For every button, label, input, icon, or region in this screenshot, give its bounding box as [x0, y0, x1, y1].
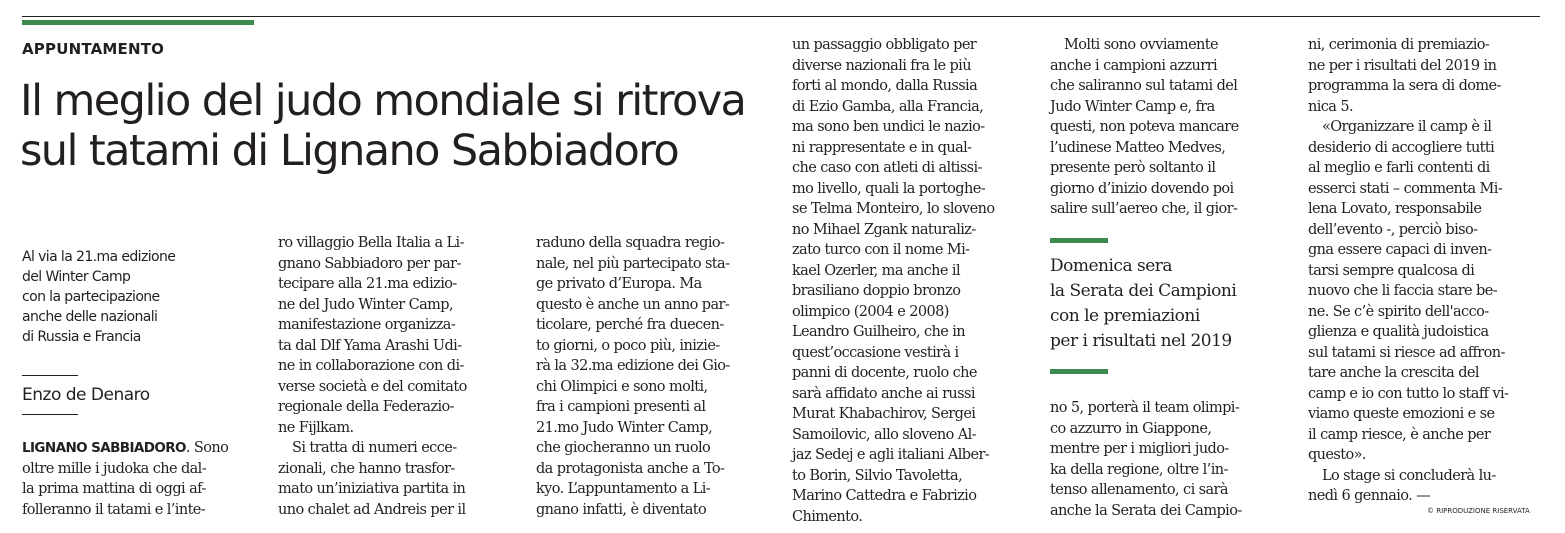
body-line: il camp riesce, è anche per [1308, 426, 1491, 443]
body-line: questo è anche un anno par- [536, 296, 730, 313]
body-line: chi Olimpici e sono molti, [536, 378, 708, 395]
body-line: esserci stati – commenta Mi- [1308, 180, 1503, 197]
body-column-6 [1308, 35, 1542, 507]
body-line: 21.mo Judo Winter Camp, [536, 419, 713, 436]
body-line: manifestazione organizza- [278, 317, 456, 333]
body-line: regionale della Federazio- [278, 399, 454, 415]
subhead-line: la Serata dei Campioni [1050, 281, 1237, 301]
body-line: sul tatami si riesce ad affron- [1308, 344, 1505, 361]
body-line: dell’evento -, perciò biso- [1308, 221, 1478, 238]
body-line: da protagonista anche a To- [536, 460, 725, 477]
body-line: giorno d’inizio dovendo poi [1050, 180, 1234, 197]
body-line: verse società e del comitato [278, 378, 467, 395]
body-line: ni, cerimonia di premiazio- [1308, 37, 1490, 53]
body-line: che saliranno sul tatami del [1050, 78, 1238, 94]
body-line: gna essere capaci di inven- [1308, 242, 1492, 258]
body-line: to Borin, Silvio Tavoletta, [792, 467, 963, 484]
body-line: olimpico (2004 e 2008) [792, 303, 949, 320]
body-line: Marino Cattedra e Fabrizio [792, 488, 977, 504]
body-line: salire sull’aereo che, il gior- [1050, 201, 1238, 217]
headline-line: sul tatami di Lignano Sabbiadoro [20, 126, 679, 176]
body-line: ma sono ben undici le nazio- [792, 119, 985, 135]
body-line: tecipare alla 21.ma edizio- [278, 276, 457, 292]
body-line: kael Ozerler, ma anche il [792, 262, 960, 279]
body-line: nuovo che li faccia stare be- [1308, 283, 1498, 299]
summary-line: di Russia e Francia [22, 329, 141, 345]
body-line: Molti sono ovviamente [1064, 37, 1219, 53]
body-line: presente però soltanto il [1050, 160, 1216, 176]
body-line: lena Lovato, responsabile [1308, 201, 1482, 217]
body-line: brasiliano doppio bronzo [792, 283, 961, 299]
body-line: glienza e qualità judoistica [1308, 324, 1489, 340]
summary-line: Al via la 21.ma edizione [22, 249, 176, 265]
body-line: mentre per i migliori judo- [1050, 441, 1229, 457]
body-line: Murat Khabachirov, Sergei [792, 406, 976, 422]
top-rule [22, 16, 1540, 17]
body-line: la prima mattina di oggi af- [22, 481, 206, 497]
body-line: gnano infatti, è diventato [536, 501, 707, 518]
body-line: gnano Sabbiadoro per par- [278, 255, 461, 272]
subheadline [1050, 254, 1286, 354]
body-line: forti al mondo, dalla Russia [792, 78, 978, 94]
body-line: questo». [1308, 447, 1366, 463]
summary-line: anche delle nazionali [22, 309, 158, 325]
body-line: . Sono [185, 440, 229, 456]
body-line: ne del Judo Winter Camp, [278, 296, 453, 313]
body-line: uno chalet ad Andreis per il [278, 501, 466, 518]
body-line: ne in collaborazione con di- [278, 358, 464, 374]
body-line: ro villaggio Bella Italia a Li- [278, 235, 464, 251]
body-line: nica 5. [1308, 98, 1353, 115]
body-column-1 [22, 438, 256, 520]
body-line: desiderio di accogliere tutti [1308, 139, 1495, 156]
body-line: nale, nel più partecipato sta- [536, 255, 730, 272]
subhead-line: con le premiazioni [1050, 306, 1200, 326]
body-line: oltre mille i judoka che dal- [22, 460, 207, 477]
body-line: camp e io con tutto lo staff vi- [1308, 385, 1509, 402]
body-line: se Telma Monteiro, lo sloveno [792, 201, 995, 217]
body-column-5-continued [1050, 398, 1284, 521]
body-line: co azzurro in Giappone, [1050, 420, 1212, 437]
body-line: zionali, che hanno trasfor- [278, 460, 455, 477]
summary-line: con la partecipazione [22, 289, 160, 305]
body-line: fra i campioni presenti al [536, 399, 706, 415]
body-line: di Ezio Gamba, alla Francia, [792, 98, 984, 115]
author-divider-bottom [22, 414, 78, 415]
body-line: Lo stage si concluderà lu- [1322, 467, 1496, 484]
section-kicker: APPUNTAMENTO [22, 40, 165, 58]
headline-line: Il meglio del judo mondiale si ritrova [20, 76, 746, 126]
body-line: ne. Se c’è spirito dell'acco- [1308, 303, 1489, 320]
body-line: folleranno il tatami e l’inte- [22, 501, 206, 518]
body-line: diverse nazionali fra le più [792, 57, 971, 74]
body-line: l’udinese Matteo Medves, [1050, 139, 1226, 156]
body-line: ge privato d’Europa. Ma [536, 276, 702, 292]
body-line: no Mihael Zgank naturaliz- [792, 221, 976, 238]
body-line: jaz Sedej e agli italiani Alber- [792, 447, 990, 463]
subhead-accent-bar-bottom [1050, 369, 1108, 374]
body-line: to giorni, o poco più, inizie- [536, 337, 720, 354]
body-line: sarà affidato anche ai russi [792, 385, 975, 402]
body-line: rà la 32.ma edizione dei Gio- [536, 358, 730, 374]
body-line: tare anche la crescita del [1308, 365, 1479, 381]
body-column-4 [792, 35, 1026, 527]
body-line: Leandro Guilheiro, che in [792, 324, 966, 340]
body-column-5 [1050, 35, 1284, 220]
dateline: LIGNANO SABBIADORO [22, 440, 186, 456]
body-line: ka della regione, oltre l’in- [1050, 461, 1228, 478]
body-line: nedì 6 gennaio. — [1308, 488, 1431, 504]
section-accent-bar [22, 20, 254, 25]
body-line: programma la sera di dome- [1308, 78, 1501, 94]
body-line: «Organizzare il camp è il [1322, 119, 1492, 135]
body-line: Chimento. [792, 508, 863, 525]
subhead-line: Domenica sera [1050, 256, 1173, 276]
body-line: che giocheranno un ruolo [536, 440, 711, 456]
body-line: panni di docente, ruolo che [792, 365, 977, 381]
subhead-accent-bar-top [1050, 238, 1108, 243]
article-summary [22, 247, 222, 347]
body-column-2 [278, 233, 512, 520]
body-line: che caso con atleti di altissi- [792, 160, 982, 176]
body-line: tenso allenamento, ci sarà [1050, 482, 1228, 498]
body-line: tarsi sempre qualcosa di [1308, 262, 1475, 279]
body-line: mato un’iniziativa partita in [278, 481, 466, 497]
body-line: anche la Serata dei Campio- [1050, 502, 1242, 519]
author-byline: Enzo de Denaro [22, 385, 150, 405]
body-column-3 [536, 233, 770, 520]
headline [20, 76, 780, 176]
body-line: ta dal Dlf Yama Arashi Udi- [278, 337, 462, 354]
body-line: Samoilovic, allo sloveno Al- [792, 426, 976, 443]
body-line: Si tratta di numeri ecce- [292, 440, 457, 456]
author-divider-top [22, 375, 78, 376]
copyright-notice: © RIPRODUZIONE RISERVATA [1427, 507, 1530, 515]
body-line: no 5, porterà il team olimpi- [1050, 400, 1240, 416]
body-line: ticolare, perché fra duecen- [536, 317, 724, 333]
body-line: al meglio e farli contenti di [1308, 160, 1490, 176]
body-line: mo livello, quali la portoghe- [792, 180, 986, 197]
subhead-line: per i risultati nel 2019 [1050, 331, 1232, 351]
body-line: Judo Winter Camp e, fra [1050, 98, 1215, 115]
summary-line: del Winter Camp [22, 269, 131, 285]
body-line: raduno della squadra regio- [536, 235, 725, 251]
body-line: ne per i risultati del 2019 in [1308, 57, 1497, 74]
body-line: questi, non poteva mancare [1050, 119, 1239, 135]
body-line: kyo. L’appuntamento a Li- [536, 481, 711, 497]
body-line: quest’occasione vestirà i [792, 344, 959, 361]
body-line: ne Fijlkam. [278, 419, 354, 436]
body-line: zato turco con il nome Mi- [792, 242, 970, 258]
body-line: anche i campioni azzurri [1050, 57, 1217, 74]
body-line: un passaggio obbligato per [792, 37, 977, 53]
body-line: ni rappresentate e in qual- [792, 139, 972, 156]
body-line: viamo queste emozioni e se [1308, 406, 1495, 422]
